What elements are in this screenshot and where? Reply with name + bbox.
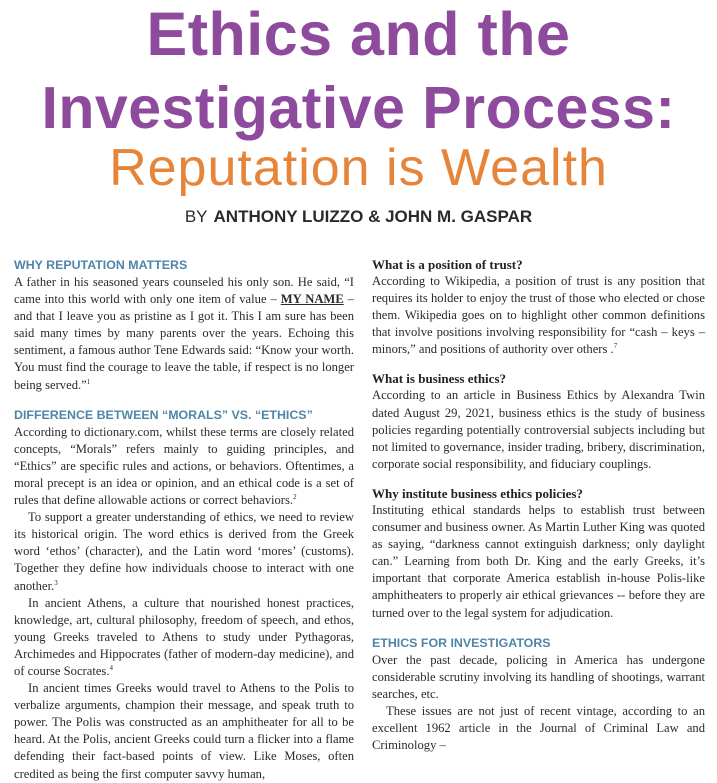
byline-authors: ANTHONY LUIZZO & JOHN M. GASPAR xyxy=(213,207,533,226)
paragraph-origin-text: To support a greater understanding of ethics, we need to review its historical origin. The word ethics is derived from the Greek word ‘ethos’ (character), and the Latin word ‘mores’ (customs). Together they define how individuals choose to interact with one another. xyxy=(14,510,354,593)
paragraph-position-of-trust-text: According to Wikipedia, a position of trust is any position that requires its holder to enjoy the trust of those who elected or chose them. Wikipedia goes on to highlight other common definitions that involve positions involving responsibility for “cash – keys – minors,” and positions of authority over others . xyxy=(372,274,705,357)
footnote-ref-4: 4 xyxy=(109,663,113,672)
byline xyxy=(0,207,717,227)
heading-why-policies: Why institute business ethics policies? xyxy=(372,485,583,501)
heading-morals-vs-ethics: DIFFERENCE BETWEEN “MORALS” VS. “ETHICS” xyxy=(14,407,313,422)
paragraph-why-policies: Instituting ethical standards helps to establish trust between consumer and business owner. As Martin Luther King was quoted as saying, “darkness cannot extinguish darkness; only daylight can.” Learning from both Dr. King and the early Greeks, it’s important that corporate America establish in-house Polis-like amphitheaters to properly air ethical grievances -- before they are turned over to the legal system for adjudication. xyxy=(372,502,705,620)
title-line-1: Ethics and the xyxy=(146,0,571,68)
footnote-ref-2: 2 xyxy=(293,492,297,501)
right-column xyxy=(372,256,705,754)
paragraph-dictionary xyxy=(14,424,354,509)
paragraph-athens xyxy=(14,595,354,680)
title-subtitle: Reputation is Wealth xyxy=(109,139,608,197)
paragraph-dictionary-text: According to dictionary.com, whilst these terms are closely related concepts, “Morals” refers mainly to guiding principles, and “Ethics” are specific rules and actions, or behaviors. Oftentimes, a moral precept is an idea or opinion, and an ethical code is a set of rules that define allowable actions or correct behaviors. xyxy=(14,424,354,508)
footnote-ref-7: 7 xyxy=(613,342,618,351)
paragraph-policing: Over the past decade, policing in America has undergone considerable scrutiny involving its handling of shootings, warrant searches, etc. xyxy=(372,652,705,701)
heading-ethics-for-investigators: ETHICS FOR INVESTIGATORS xyxy=(372,635,551,650)
title-line-2: Investigative Process: xyxy=(41,75,676,141)
left-column xyxy=(14,256,354,783)
heading-why-reputation-matters: WHY REPUTATION MATTERS xyxy=(14,258,188,272)
paragraph-athens-text: In ancient Athens, a culture that nourished honest practices, knowledge, art, cultural philosophy, freedom of speech, and ethos, young Greeks traveled to Athens to study under Pythagoras, Archimedes and Hippocrates (father of modern-day medicine), and of course Socrates. xyxy=(14,595,354,678)
paragraph-position-of-trust xyxy=(372,273,705,358)
heading-business-ethics: What is business ethics? xyxy=(372,371,506,387)
paragraph-vintage: These issues are not just of recent vintage, according to an excellent 1962 article in the Journal of Criminal Law and Criminology – xyxy=(372,703,705,753)
paragraph-business-ethics: According to an article in Business Ethics by Alexandra Twin dated August 29, 2021, business ethics is the study of business policies regarding potentially controversial subjects including but not limited to governance, insider trading, bribery, discrimination, corporate social responsibility, and fiduciary couplings. xyxy=(372,388,705,471)
paragraph-father xyxy=(14,274,354,394)
footnote-ref-1: 1 xyxy=(86,377,91,386)
heading-position-of-trust: What is a position of trust? xyxy=(372,257,523,272)
paragraph-origin xyxy=(14,509,354,594)
paragraph-father-text-a: A father in his seasoned years counseled his only son. He said, “I came into this world with only one item of value – xyxy=(14,275,354,307)
byline-by: BY xyxy=(184,207,208,226)
my-name-emphasis: MY NAME xyxy=(280,292,344,307)
paragraph-father-text-b: – and that I leave you as pristine as I got it. This I am sure has been said many times by many parents over the years. Echoing this sentiment, a famous author Tene Edwards said: “Know your worth. You must find the courage to leave the table, if respect is no longer being served.” xyxy=(14,292,354,392)
footnote-ref-3: 3 xyxy=(54,578,58,587)
paragraph-polis: In ancient times Greeks would travel to Athens to the Polis to verbalize arguments, champion their message, and speak truth to power. The Polis was constructed as an amphitheater for all to be heard. At the Polis, ancient Greeks could turn a flicker into a flame defending their fact-based points of view. Like Moses, often credited as being the first computer savvy human, xyxy=(14,681,354,781)
